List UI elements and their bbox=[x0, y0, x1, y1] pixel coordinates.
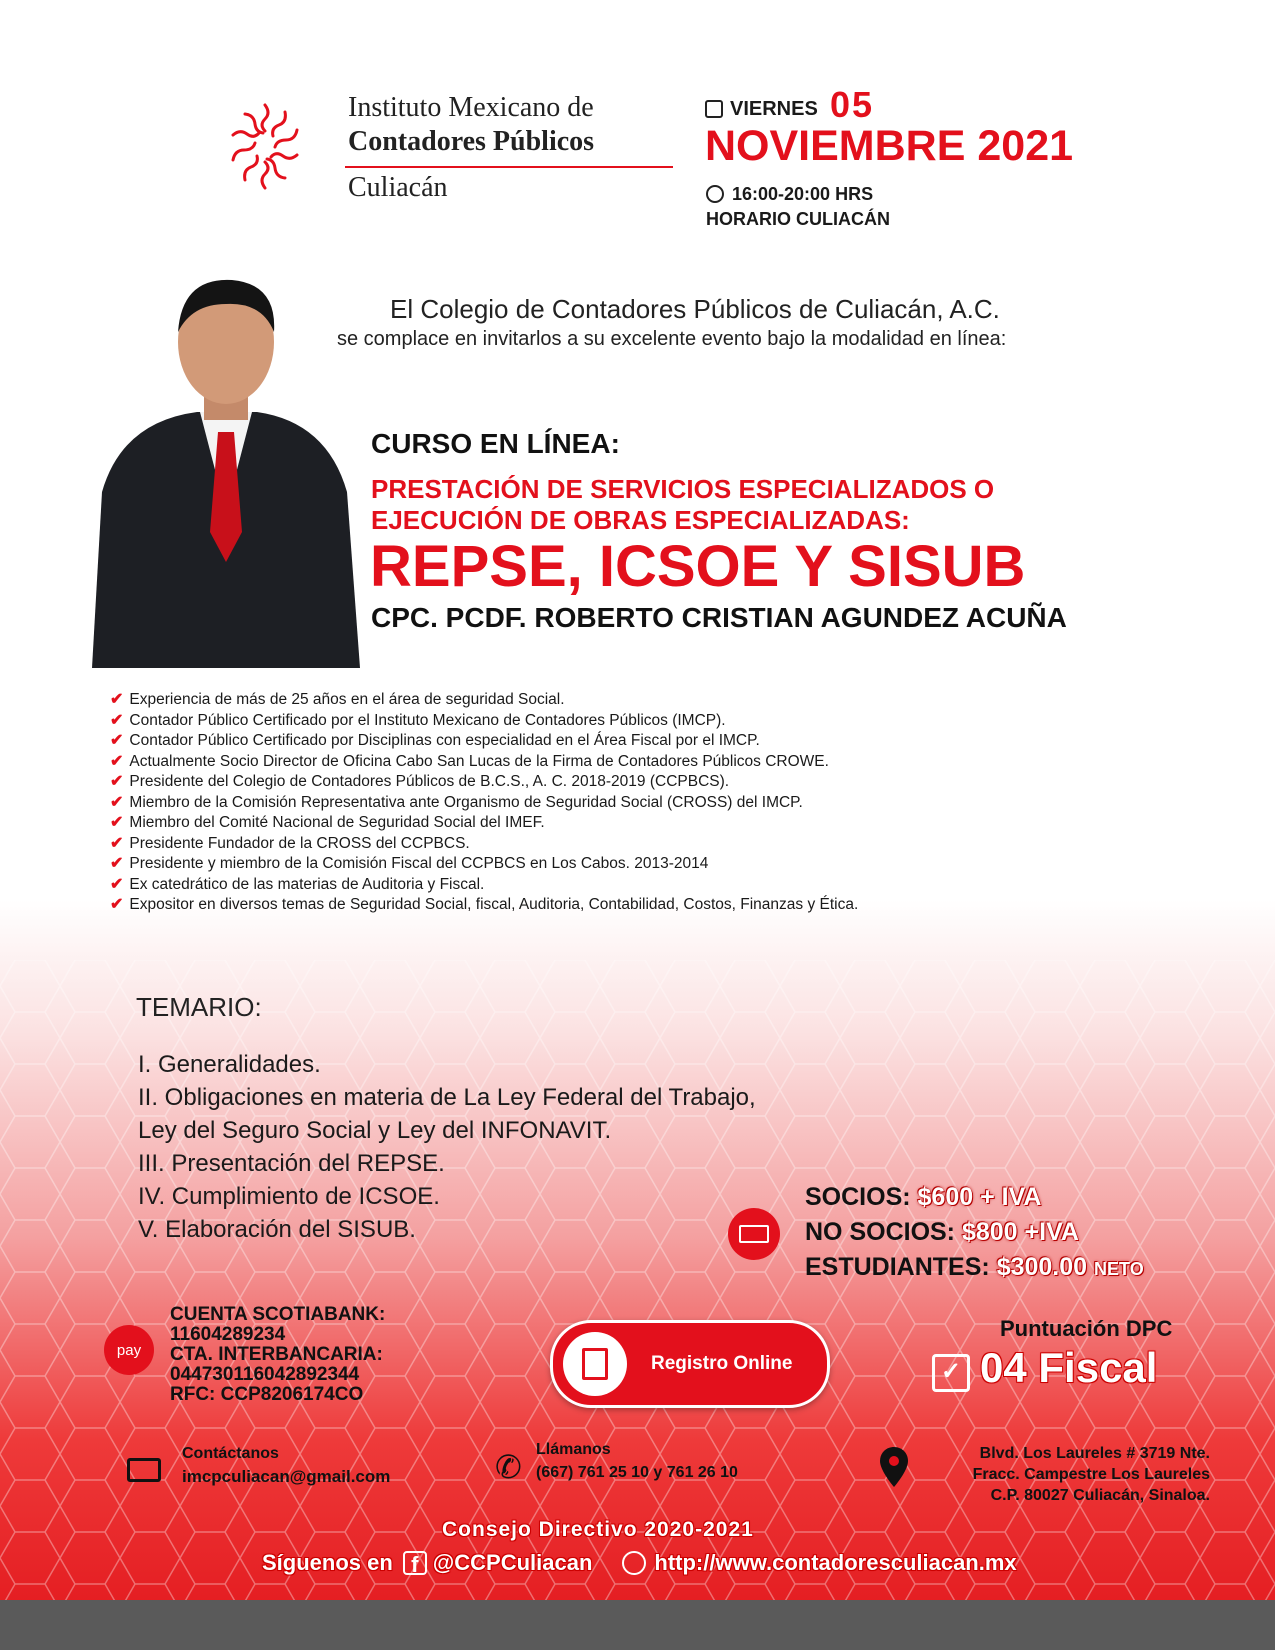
list-item: IV. Cumplimiento de ICSOE. bbox=[138, 1183, 440, 1210]
checkmark-icon: ✔ bbox=[110, 814, 124, 831]
speaker-photo bbox=[92, 262, 360, 668]
list-item: V. Elaboración del SISUB. bbox=[138, 1216, 416, 1243]
dpc-label: Puntuación DPC bbox=[1000, 1316, 1173, 1341]
event-time: 16:00-20:00 HRS bbox=[732, 184, 874, 204]
list-item: ✔ Actualmente Socio Director de Oficina Cabo San Lucas de la Firma de Contadores Públicos CROWE. bbox=[110, 752, 829, 770]
org-name-line1: Instituto Mexicano de bbox=[348, 92, 594, 123]
list-item: ✔ Contador Público Certificado por Disciplinas con especialidad en el Área Fiscal por el IMCP. bbox=[110, 732, 760, 749]
speaker-name: CPC. PCDF. ROBERTO CRISTIAN AGUNDEZ ACUÑA bbox=[371, 602, 1067, 633]
org-name-line3: Culiacán bbox=[348, 172, 448, 203]
course-label: CURSO EN LÍNEA: bbox=[371, 428, 620, 459]
price-no-socios: NO SOCIOS: $800 +IVA bbox=[805, 1218, 1079, 1246]
list-item: ✔ Miembro del Comité Nacional de Seguridad Social del IMEF. bbox=[110, 814, 545, 831]
checkmark-icon: ✔ bbox=[110, 875, 124, 893]
price-socios: SOCIOS: $600 + IVA bbox=[805, 1183, 1042, 1211]
bank-info: CUENTA SCOTIABANK: 11604289234 CTA. INTERBANCARIA: 044730116042892344 RFC: CCP8206174CO bbox=[170, 1304, 386, 1405]
calendar-icon bbox=[705, 100, 723, 118]
website-link[interactable]: http://www.contadoresculiacan.mx bbox=[654, 1550, 1017, 1575]
globe-icon bbox=[622, 1551, 646, 1575]
list-item: I. Generalidades. bbox=[138, 1051, 321, 1078]
phone-label: Llámanos bbox=[536, 1441, 611, 1458]
bottom-bar bbox=[0, 1600, 1275, 1650]
checkmark-icon: ✔ bbox=[110, 773, 124, 790]
course-subtitle-line2: EJECUCIÓN DE OBRAS ESPECIALIZADAS: bbox=[371, 505, 910, 535]
list-item: ✔ Expositor en diversos temas de Seguridad Social, fiscal, Auditoria, Contabilidad, Costos, Finanzas y Ética. bbox=[110, 896, 859, 913]
intro-line1: El Colegio de Contadores Públicos de Culiacán, A.C. bbox=[390, 294, 1000, 324]
day-number: 05 bbox=[830, 84, 875, 125]
day-label: VIERNES bbox=[730, 98, 818, 120]
org-name-line2: Contadores Públicos bbox=[348, 126, 595, 157]
social-links bbox=[262, 1550, 1017, 1576]
phone-icon: ✆ bbox=[495, 1449, 522, 1485]
email-icon bbox=[127, 1458, 161, 1482]
email-label: Contáctanos bbox=[182, 1445, 279, 1462]
list-item: Ley del Seguro Social y Ley del INFONAVIT. bbox=[138, 1117, 612, 1144]
council-text: Consejo Directivo 2020-2021 bbox=[442, 1518, 754, 1541]
registro-online-label: Registro Online bbox=[651, 1353, 793, 1374]
list-item: ✔ Miembro de la Comisión Representativa ante Organismo de Seguridad Social (CROSS) del IMCP. bbox=[110, 793, 803, 811]
list-item: II. Obligaciones en materia de La Ley Federal del Trabajo, bbox=[138, 1084, 756, 1111]
follow-text: Síguenos en bbox=[262, 1550, 393, 1575]
location-pin-icon bbox=[880, 1447, 908, 1487]
facebook-icon: f bbox=[403, 1551, 427, 1575]
speaker-credentials-list bbox=[110, 690, 1110, 916]
pay-icon: pay bbox=[104, 1325, 154, 1375]
list-item: ✔ Presidente del Colegio de Contadores Públicos de B.C.S., A. C. 2018-2019 (CCPBCS). bbox=[110, 773, 730, 790]
logo-divider bbox=[345, 166, 673, 168]
event-timezone: HORARIO CULIACÁN bbox=[706, 209, 890, 229]
list-item: ✔ Presidente Fundador de la CROSS del CCPBCS. bbox=[110, 834, 470, 852]
checkmark-icon: ✔ bbox=[110, 855, 124, 872]
checkmark-icon: ✔ bbox=[110, 793, 124, 811]
address: Blvd. Los Laureles # 3719 Nte. Fracc. Campestre Los Laureles C.P. 80027 Culiacán, Sinaloa. bbox=[972, 1445, 1210, 1504]
month-year: NOVIEMBRE 2021 bbox=[705, 122, 1074, 170]
list-item: ✔ Experiencia de más de 25 años en el área de seguridad Social. bbox=[110, 691, 565, 708]
list-item: ✔ Ex catedrático de las materias de Auditoria y Fiscal. bbox=[110, 875, 485, 893]
checkbox-icon: ✓ bbox=[932, 1354, 970, 1392]
checkmark-icon: ✔ bbox=[110, 834, 124, 852]
intro-line2: se complace en invitarlos a su excelente evento bajo la modalidad en línea: bbox=[337, 328, 1007, 350]
course-title: REPSE, ICSOE Y SISUB bbox=[370, 534, 1026, 599]
checkmark-icon: ✔ bbox=[110, 732, 124, 749]
list-item: III. Presentación del REPSE. bbox=[138, 1150, 445, 1177]
price-list bbox=[805, 1180, 1144, 1287]
temario-title: TEMARIO: bbox=[136, 992, 262, 1022]
course-subtitle-line1: PRESTACIÓN DE SERVICIOS ESPECIALIZADOS O bbox=[371, 474, 995, 504]
phone-numbers[interactable]: (667) 761 25 10 y 761 26 10 bbox=[536, 1464, 738, 1481]
list-item: ✔ Contador Público Certificado por el Instituto Mexicano de Contadores Públicos (IMCP). bbox=[110, 711, 726, 729]
checkmark-icon: ✔ bbox=[110, 896, 124, 913]
price-estudiantes: ESTUDIANTES: $300.00 NETO bbox=[805, 1253, 1144, 1281]
dpc-value: 04 Fiscal bbox=[980, 1344, 1158, 1391]
registro-online-button[interactable] bbox=[550, 1320, 830, 1408]
email-address[interactable]: imcpculiacan@gmail.com bbox=[182, 1467, 391, 1486]
temario-list bbox=[138, 1048, 756, 1246]
imcp-logo-icon bbox=[225, 100, 305, 195]
checkmark-icon: ✔ bbox=[110, 752, 124, 770]
clock-icon bbox=[706, 185, 724, 203]
money-icon bbox=[728, 1208, 780, 1260]
facebook-link[interactable]: @CCPCuliacan bbox=[432, 1550, 593, 1575]
list-item: ✔ Presidente y miembro de la Comisión Fiscal del CCPBCS en Los Cabos. 2013-2014 bbox=[110, 855, 709, 872]
checkmark-icon: ✔ bbox=[110, 691, 124, 708]
checkmark-icon: ✔ bbox=[110, 711, 124, 729]
form-icon bbox=[563, 1332, 627, 1396]
